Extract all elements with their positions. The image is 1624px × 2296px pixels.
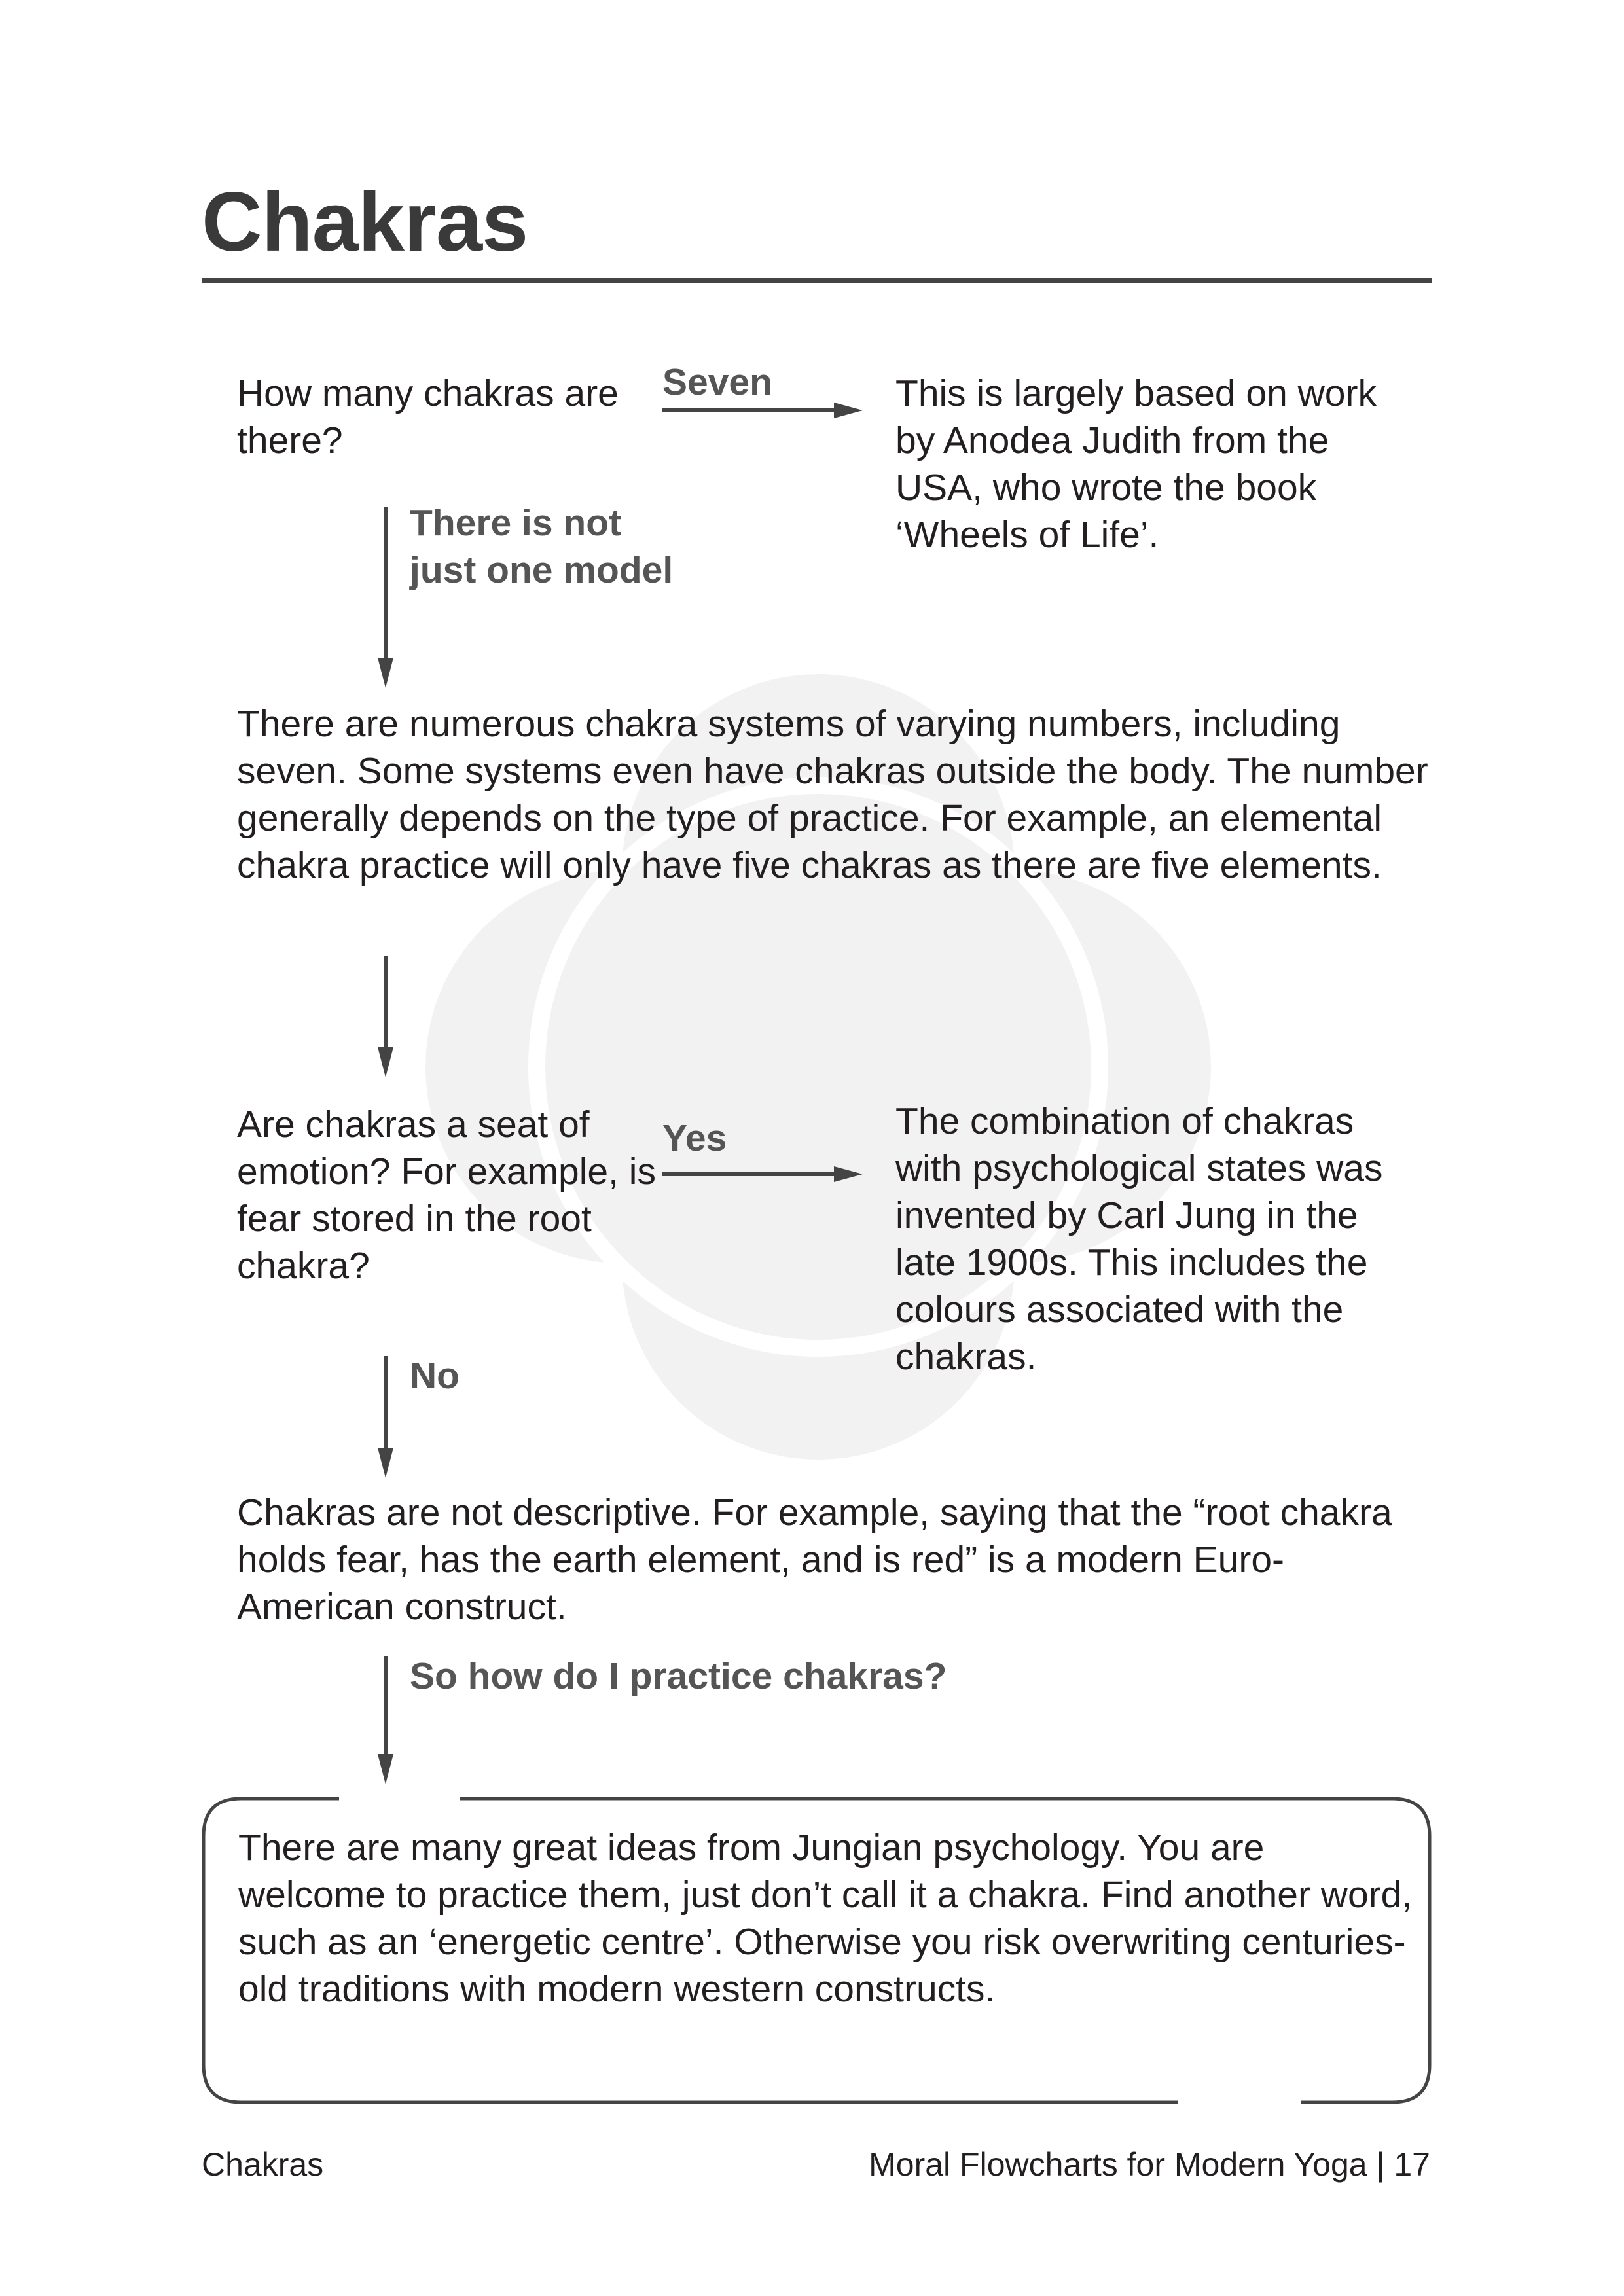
page-title: Chakras	[202, 175, 528, 269]
footer-section: Chakras	[202, 2146, 324, 2183]
answer-no-text: Chakras are not descriptive. For example, saying that the “root chakra holds fear, has the earth element, and is red” is a modern Euro-American construct.	[237, 1492, 1392, 1628]
arrow-down-practice	[376, 1656, 395, 1787]
arrow-down-to-q2	[376, 956, 395, 1080]
arrow-down-not-one-model	[376, 507, 395, 691]
arrow-right-seven	[662, 401, 865, 420]
conclusion-text: There are many great ideas from Jungian psychology. You are welcome to practice them, just don’t call it a chakra. Find another word, such as an ‘energetic centre’. Otherwise you risk overwriting centuries-old traditions with modern western constructs.	[238, 1827, 1413, 2010]
label-practice: So how do I practice chakras?	[410, 1655, 947, 1697]
footer-book-page: Moral Flowcharts for Modern Yoga | 17	[869, 2146, 1430, 2183]
question-seat-of-emotion: Are chakras a seat of emotion? For example, is fear stored in the root chakra?	[237, 1103, 656, 1287]
label-not-one-model: There is not just one model	[410, 502, 674, 591]
label-no: No	[410, 1355, 460, 1397]
title-divider	[202, 278, 1432, 283]
numerous-systems-text: There are numerous chakra systems of varying numbers, including seven. Some systems even have chakras outside the body. The number generally depends on the type of practice. For example, an elemental chakra practice will only have five chakras as there are five elements.	[237, 703, 1428, 886]
question-how-many-chakras: How many chakras are there?	[237, 372, 619, 461]
arrow-right-yes	[662, 1164, 865, 1184]
arrow-down-no	[376, 1356, 395, 1480]
label-seven: Seven	[662, 361, 772, 403]
label-yes: Yes	[662, 1117, 727, 1159]
answer-yes: The combination of chakras with psychological states was invented by Carl Jung in the late 1900s. This includes the colours associated with the chakras.	[895, 1100, 1383, 1378]
answer-seven: This is largely based on work by Anodea Judith from the USA, who wrote the book ‘Wheels of Life’.	[895, 372, 1377, 556]
